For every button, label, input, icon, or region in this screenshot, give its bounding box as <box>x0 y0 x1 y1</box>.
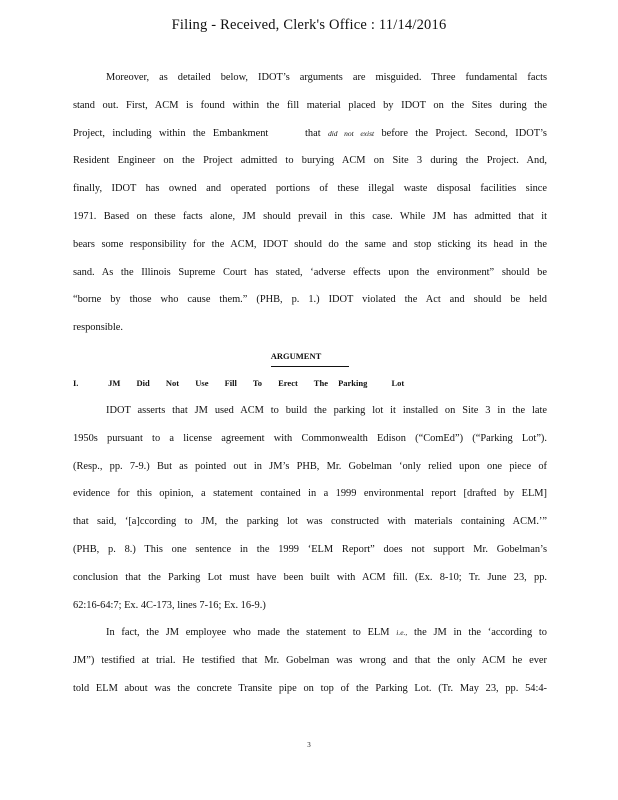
text-line: 62:16-64:7; Ex. 4C-173, lines 7-16; Ex. 16-9.) <box>73 599 266 611</box>
text-line: sand. As the Illinois Supreme Court has stated, ‘adverse effects upon the environment” should be <box>73 266 547 278</box>
filing-header: Filing - Received, Clerk's Office : 11/14/2016 <box>171 17 447 33</box>
text-line: told ELM about was the concrete Transite pipe on top of the Parking Lot. (Tr. May 23, pp. 54:4- <box>73 682 547 694</box>
text-line: finally, IDOT has owned and operated portions of these illegal waste disposal facilities since <box>73 183 547 195</box>
text-line: “borne by those who cause them.” (PHB, p. 1.) IDOT violated the Act and should be held <box>73 294 547 306</box>
text-line: stand out. First, ACM is found within the fill material placed by IDOT on the Sites during the <box>73 99 547 111</box>
section-heading: I. JM Did Not Use Fill To Erect The Parking Lot <box>73 377 405 388</box>
document-body <box>73 64 547 703</box>
emphasis-text: i.e., <box>396 628 408 638</box>
text-line: Moreover, as detailed below, IDOT’s arguments are misguided. Three fundamental facts <box>106 72 547 83</box>
argument-heading: ARGUMENT <box>73 346 547 370</box>
text-line: conclusion that the Parking Lot must have been built with ACM fill. (Ex. 8-10; Tr. June 23, pp. <box>73 571 547 583</box>
text-line: responsible. <box>73 322 123 334</box>
text-line: (PHB, p. 8.) This one sentence in the 1999 ‘ELM Report” does not support Mr. Gobelman’s <box>73 543 547 555</box>
text-line: that said, ‘[a]ccording to JM, the parking lot was constructed with materials containing ACM.’” <box>73 516 547 528</box>
text-line: IDOT asserts that JM used ACM to build the parking lot it installed on Site 3 in the late <box>106 404 547 416</box>
text-line: JM”) testified at trial. He testified that Mr. Gobelman was wrong and that the only ACM he ever <box>73 655 547 667</box>
text-line: Resident Engineer on the Project admitted to burying ACM on Site 3 during the Project. And, <box>73 155 547 167</box>
page-number: 3 <box>307 741 311 749</box>
text-line: bears some responsibility for the ACM, IDOT should do the same and stop sticking its head in the <box>73 238 547 250</box>
text-line: 1971. Based on these facts alone, JM should prevail in this case. While JM has admitted that it <box>73 210 547 222</box>
text-line: 1950s pursuant to a license agreement with Commonwealth Edison (“ComEd”) (“Parking Lot”). <box>73 432 547 444</box>
text-line: evidence for this opinion, a statement contained in a 1999 environmental report [drafted by ELM] <box>73 488 547 500</box>
emphasis-text: did not exist <box>327 128 375 138</box>
text-line: In fact, the JM employee who made the statement to ELM i.e., the JM in the ‘according to <box>106 627 547 639</box>
text-line: Project, including within the Embankment that did not exist before the Project. Second, IDOT’s <box>73 127 547 139</box>
text-line: (Resp., pp. 7-9.) But as pointed out in JM’s PHB, Mr. Gobelman ‘only relied upon one piece of <box>73 460 547 472</box>
